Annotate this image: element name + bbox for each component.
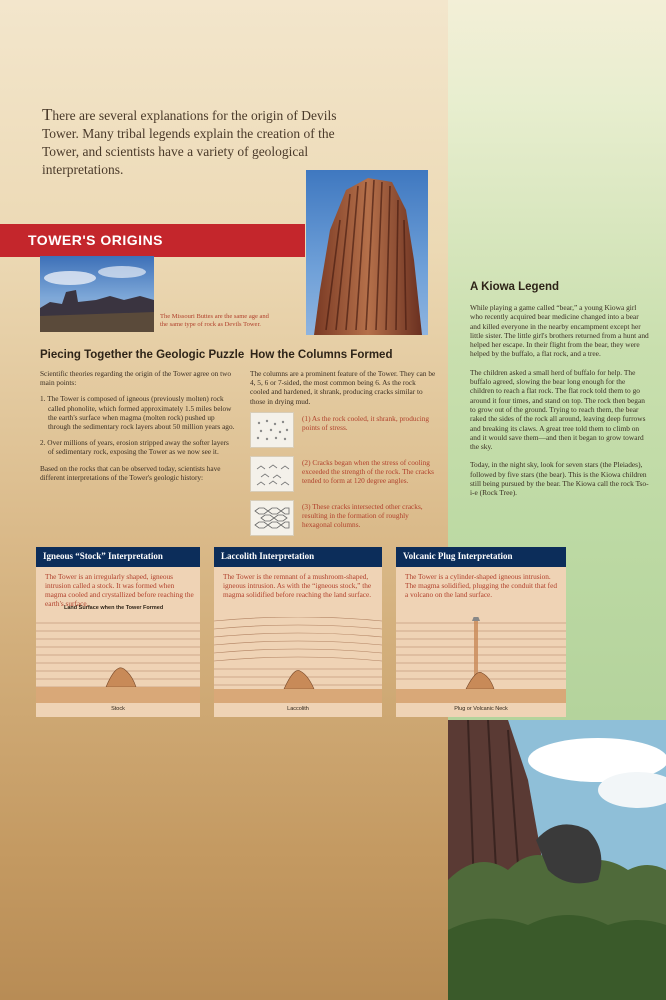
column-step-text: (3) These cracks intersected other cracks, resulting in the formation of roughly hexagonal columns. xyxy=(302,502,423,530)
laccolith-interpretation-panel xyxy=(214,547,382,717)
diagram-heading: Land Surface when the Tower Formed xyxy=(64,605,164,611)
panel-title: Laccolith Interpretation xyxy=(221,551,315,561)
stock-interpretation-panel xyxy=(36,547,200,717)
diagram-label: Plug or Volcanic Neck xyxy=(454,706,508,712)
devils-tower-photo xyxy=(306,170,428,335)
puzzle-intro: Scientific theories regarding the origin of the Tower agree on two main points: xyxy=(40,369,232,388)
stock-diagram xyxy=(36,617,200,703)
kiowa-legend-painting xyxy=(448,720,666,1000)
columns-heading: How the Columns Formed xyxy=(250,349,393,361)
kiowa-paragraph: The children asked a small herd of buffalo for help. The buffalo agreed, slowing the bear long enough for the children to reach a flat rock. The flat rock told them to go around it four times, and stand on top. The rock then began to grow out of the ground. Trying to reach them, the bear raked the sides of the rock all around, leaving deep furrows and breaking its claws. A great tree told them to climb on and it would save them—and then it began to grow toward the sky. xyxy=(470,367,646,452)
panel-description: The Tower is the remnant of a mushroom-shaped, igneous intrusion. As with the “igneous stock,” the magma solidified before reaching the land surface. xyxy=(223,572,372,599)
missouri-buttes-photo xyxy=(40,256,154,332)
diagram-label: Stock xyxy=(111,706,125,712)
kiowa-paragraph: While playing a game called “bear,” a young Kiowa girl who recently acquired bear medicine changed into a bear and killed everyone in the nearby encampment except her little sister. The little girl's brothers returned from a hunt and helped her escape. In their flight from the bear, they were helped by the buffalo, a flat rock, and a tree. xyxy=(470,303,649,359)
banner-label: TOWER'S ORIGINS xyxy=(28,232,164,248)
section-banner xyxy=(0,224,305,257)
puzzle-point: 2. Over millions of years, erosion stripped away the softer layers of sedimentary rock, exposing the Tower as we now see it. xyxy=(40,438,229,457)
panel-header xyxy=(396,547,566,567)
diagram-label: Laccolith xyxy=(287,706,309,712)
puzzle-body xyxy=(40,369,236,489)
panel-title: Igneous “Stock” Interpretation xyxy=(43,551,163,561)
columns-intro: The columns are a prominent feature of the Tower. They can be 4, 5, 6 or 7-sided, the most common being 6. As the rock cooled and hardened, it shrank, producing cracks similar to those in drying mud. xyxy=(250,369,436,406)
panel-header xyxy=(214,547,382,567)
puzzle-closing: Based on the rocks that can be observed today, scientists have different interpretations of the Tower's geologic history: xyxy=(40,463,221,482)
laccolith-diagram xyxy=(214,617,382,703)
intro-drop-cap: T xyxy=(42,105,53,124)
stress-points-illustration xyxy=(250,412,294,448)
hexagonal-columns-illustration xyxy=(250,500,294,536)
panel-header xyxy=(36,547,200,567)
kiowa-paragraph: Today, in the night sky, look for seven stars (the Pleiades), followed by five stars (the bear). This is the Kiowa children still being pursued by the bear. The Kiowa call the rock Tso-i-e (Rock Tree). xyxy=(470,460,649,498)
panel-description: The Tower is an irregularly shaped, igneous intrusion called a stock. It was formed when magma cooled and crystallized before reaching the earth's surface. xyxy=(45,572,194,608)
intro-text: here are several explanations for the origin of Devils Tower. Many tribal legends explain the creation of the Tower, and scientists have a variety of geological interpretations. xyxy=(42,108,337,177)
panel-description: The Tower is a cylinder-shaped igneous intrusion. The magma solidified, plugging the conduit that fed a volcano on the land surface. xyxy=(405,572,557,599)
column-step-text: (2) Cracks began when the stress of cooling exceeded the strength of the rock. The cracks tended to form at 120 degree angles. xyxy=(302,458,434,486)
kiowa-body xyxy=(470,303,650,507)
puzzle-point: 1. The Tower is composed of igneous (previously molten) rock called phonolite, which formed approximately 1.5 miles below the earth's surface when magma (molten rock) pushed up through the sedimentary rock layers about 50 million years ago. xyxy=(40,394,235,432)
cracks-illustration xyxy=(250,456,294,492)
volcanic-plug-diagram xyxy=(396,617,566,703)
puzzle-heading: Piecing Together the Geologic Puzzle xyxy=(40,349,245,361)
panel-title: Volcanic Plug Interpretation xyxy=(403,551,513,561)
volcanic-plug-interpretation-panel xyxy=(396,547,566,717)
kiowa-heading: A Kiowa Legend xyxy=(470,281,560,293)
buttes-caption: The Missouri Buttes are the same age and the same type of rock as Devils Tower. xyxy=(160,313,269,328)
column-step-text: (1) As the rock cooled, it shrank, producing points of stress. xyxy=(302,414,430,433)
intro-paragraph xyxy=(42,106,372,179)
